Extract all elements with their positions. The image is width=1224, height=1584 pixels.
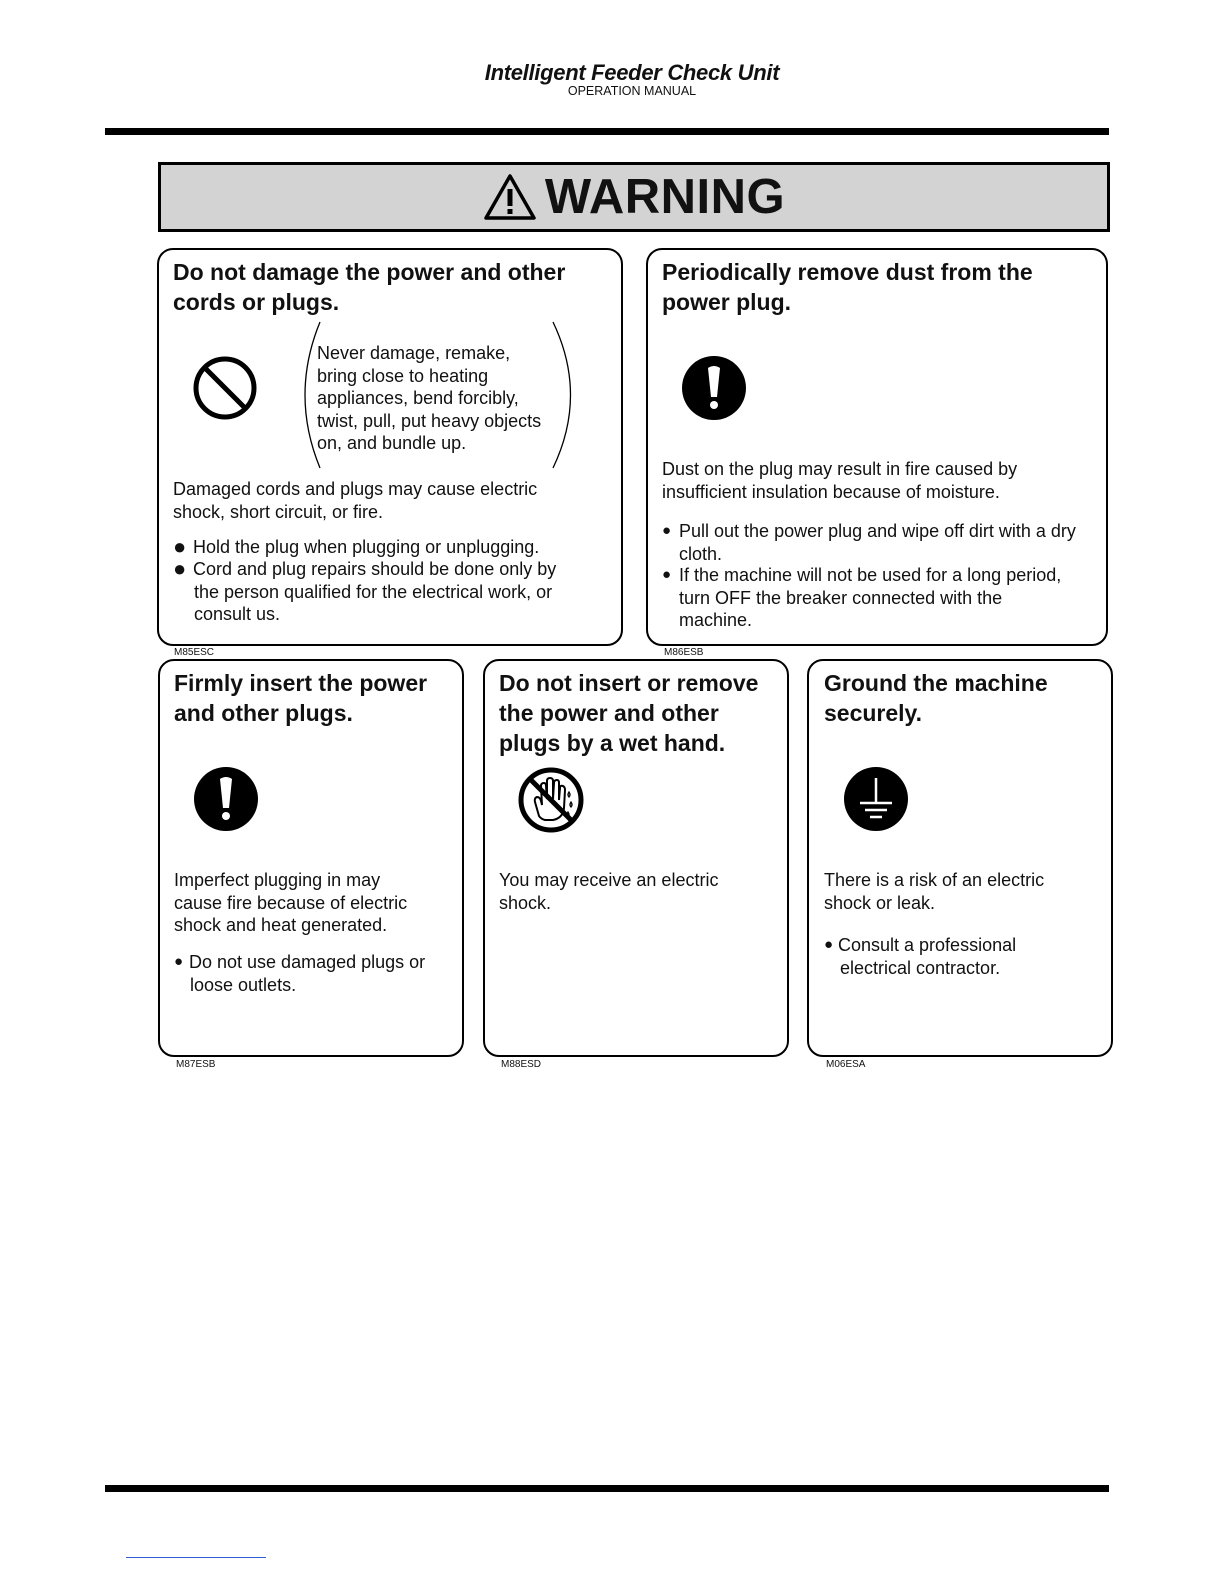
panel-code: M88ESD	[501, 1059, 542, 1070]
no-wet-hand-icon	[517, 766, 585, 834]
panel-code: M87ESB	[176, 1059, 216, 1070]
panel-body: Dust on the plug may result in fire caused by insufficient insulation because of moisture.	[662, 459, 1018, 502]
bullet-item: ● If the machine will not be used for a long period, turn OFF the breaker connected with the machine.	[662, 565, 1062, 630]
panel-heading: Ground the machine securely.	[824, 670, 1048, 726]
warning-label: WARNING	[544, 170, 786, 224]
prohibition-icon	[192, 355, 258, 421]
document-subtitle: OPERATION MANUAL	[567, 84, 697, 98]
warning-banner	[158, 162, 1110, 232]
mandatory-exclamation-icon	[193, 766, 259, 832]
mandatory-exclamation-icon	[681, 355, 747, 421]
panel-code: M85ESC	[174, 647, 215, 658]
bottom-rule	[105, 1485, 1109, 1492]
bullet-item: ● Do not use damaged plugs or loose outlets.	[174, 952, 426, 995]
bullet-item: ● Pull out the power plug and wipe off dirt with a dry cloth.	[662, 521, 1076, 564]
document-title: Intelligent Feeder Check Unit	[484, 60, 780, 85]
ground-icon	[843, 766, 909, 832]
bullet-item: ● Hold the plug when plugging or unplugging.	[173, 534, 540, 559]
panel-body: Imperfect plugging in may cause fire because of electric shock and heat generated.	[174, 870, 408, 935]
bullet-item: ● Cord and plug repairs should be done only by the person qualified for the electrical work, or consult us.	[173, 556, 557, 624]
panel-code: M86ESB	[664, 647, 704, 658]
panel-heading: Periodically remove dust from the power plug.	[662, 259, 1033, 315]
panel-body: You may receive an electric shock.	[499, 870, 719, 913]
panel-heading: Firmly insert the power and other plugs.	[174, 670, 428, 726]
top-rule	[105, 128, 1109, 135]
panel-body: There is a risk of an electric shock or leak.	[824, 870, 1045, 913]
panel-body: Damaged cords and plugs may cause electric shock, short circuit, or fire.	[173, 479, 538, 522]
panel-code: M06ESA	[826, 1059, 866, 1070]
panel-heading: Do not insert or remove the power and other plugs by a wet hand.	[499, 670, 759, 756]
footer-link-underline	[126, 1557, 266, 1558]
panel-heading: Do not damage the power and other cords or plugs.	[173, 259, 566, 315]
bullet-item: ● Consult a professional electrical contractor.	[824, 935, 1017, 978]
panel-note: Never damage, remake, bring close to heating appliances, bend forcibly, twist, pull, put heavy objects on, and bundle up.	[317, 343, 542, 453]
warning-triangle-icon	[483, 173, 537, 221]
